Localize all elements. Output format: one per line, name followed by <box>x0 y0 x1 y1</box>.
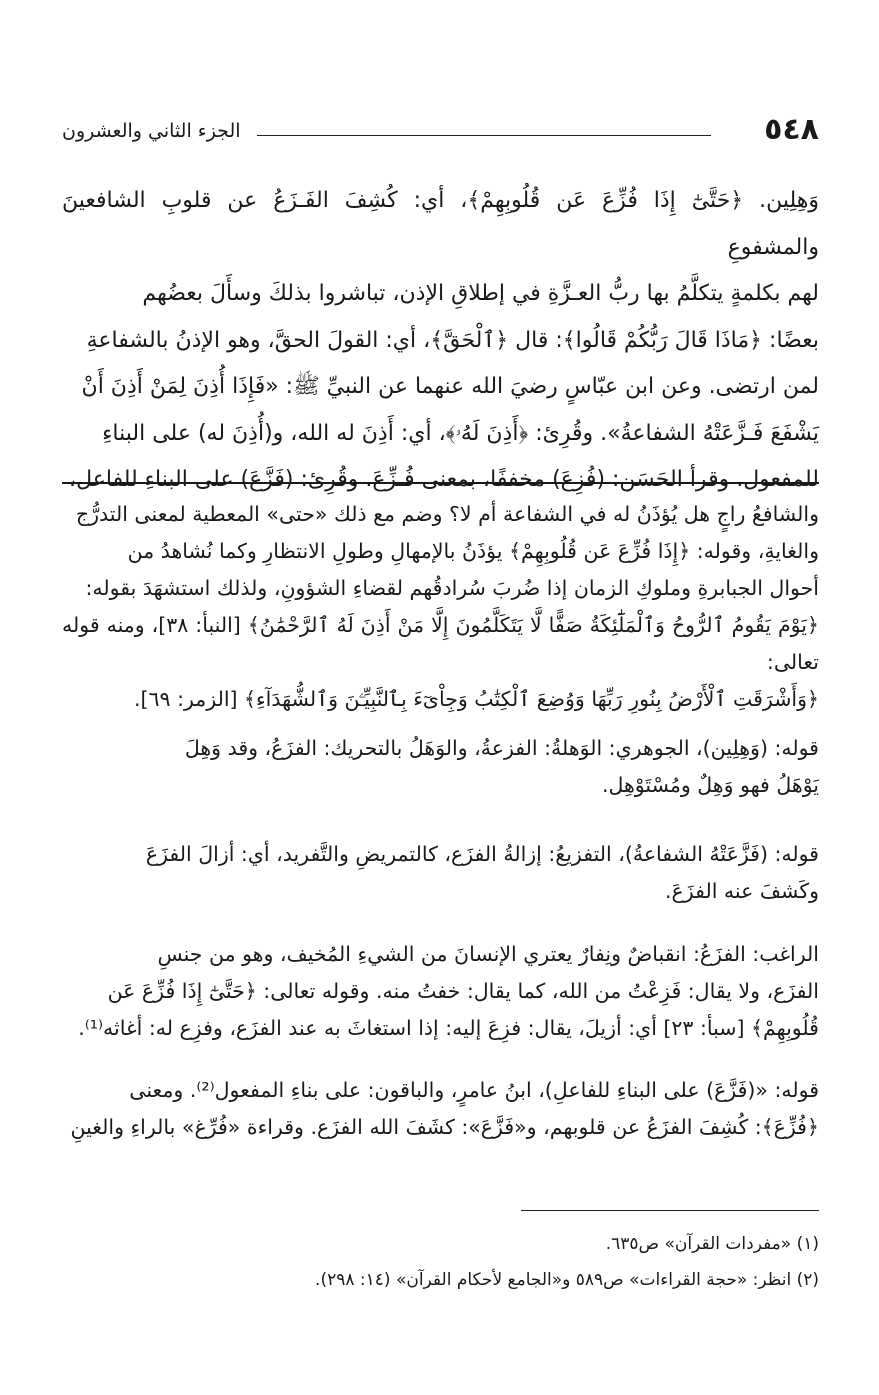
commentary-line: قوله: (وَهِلِين)، الجوهري: الوَهلةُ: الفزعةُ، والوَهَلُ بالتحريك: الفزَعُ، وقد وَهِلَ <box>184 736 819 760</box>
commentary-line: ﴿يَوْمَ يَقُومُ ٱلرُّوحُ وَٱلْمَلَٰٓئِكَةُ صَفًّا لَّا يَتَكَلَّمُونَ إِلَّا مَنْ أَذِنَ لَهُ ٱلرَّحْمَٰنُ﴾ [النبأ: ٣٨]، ومنه قوله تعالى: <box>62 613 819 674</box>
commentary-line: الراغب: الفزَعُ: انقباضٌ ونِفارٌ يعتري الإنسانَ من الشيءِ المُخيف، وهو من جنسِ <box>157 942 819 966</box>
main-line-4: لمن ارتضى. وعن ابن عبّاسٍ رضيَ الله عنهما عن النبيِّ ﷺ: «فَإِذَا أُذِنَ لِمَنْ أَذِنَ أَنْ <box>81 374 819 399</box>
footnote-1: (١) «مفردات القرآن» ص٦٣٥. <box>605 1234 819 1254</box>
commentary-line: قوله: «(فَزَّعَ) على البناءِ للفاعلِ)، ابنُ عامرٍ، والباقون: على بناءِ المفعول⁽²⁾. ومعنى <box>129 1078 819 1102</box>
section-divider <box>62 482 819 484</box>
running-title: الجزء الثاني والعشرون <box>62 120 241 142</box>
main-line-5: يَشْفَعَ فَـزَّعَتْهُ الشفاعةُ». وقُرِئ: ﴿أَذِنَ لَهُۥ﴾، أي: أَذِنَ له الله، و(أُذِنَ له) على البناءِ <box>102 420 819 446</box>
commentary-line: الفزَع، ولا يقال: فَزِعْتُ من الله، كما يقال: خفتُ منه. وقوله تعالى: ﴿حَتَّىٰٓ إِذَا فُزِّعَ عَن <box>107 979 819 1003</box>
commentary-line: ﴿فُزِّعَ﴾: كُشِفَ الفزَعُ عن قلوبهم، و«فَزَّعَ»: كشَفَ الله الفزَع. وقراءة «فُرِّغ» بالراءِ والغينِ <box>70 1115 819 1139</box>
commentary-paragraph-5 <box>62 1072 819 1146</box>
commentary-line: وكَشفَ عنه الفزَعَ. <box>665 879 819 903</box>
commentary-line: قُلُوبِهِمْ﴾ [سبأ: ٢٣] أي: أزيلَ، يقال: فزِعَ إليه: إذا استغاثَ به عند الفزَع، وفزِع له: أغاثه⁽¹⁾. <box>78 1016 819 1040</box>
commentary-line: يَوْهَلُ فهو وَهِلٌ ومُسْتَوْهِل. <box>601 773 819 797</box>
footnotes <box>62 1226 819 1298</box>
main-line-6: للمفعول. وقرأ الحَسَن: (فُزِعَ) مخففًا، بمعنى فُـزِّعَ. وقُرِئ: (فَزَّعَ) على البناءِ للفاعل، <box>68 467 819 492</box>
commentary-paragraph-4 <box>62 936 819 1047</box>
page-number: ٥٤٨ <box>764 112 819 147</box>
main-line-2: لهم بكلمةٍ يتكلَّمُ بها ربُّ العـزَّةِ في إطلاقِ الإذن، تباشروا بذلكَ وسأَلَ بعضُهم <box>142 281 819 306</box>
commentary-paragraph-3 <box>62 836 819 910</box>
commentary-line: قوله: (فَزَّعَتْهُ الشفاعةُ)، التفزيعُ: إزالةُ الفزَع، كالتمريضِ والتَّفريد، أي: أزالَ الفزَعَ <box>145 842 819 866</box>
commentary-line: أحوال الجبابرةِ وملوكِ الزمان إذا ضُربَ سُرادقُهم لقضاءِ الشؤونِ، ولذلك استشهَدَ بقوله: <box>85 576 819 600</box>
footnote-rule <box>521 1210 819 1211</box>
commentary-line: ﴿وَأَشْرَقَتِ ٱلْأَرْضُ بِنُورِ رَبِّهَا وَوُضِعَ ٱلْكِتَٰبُ وَجِاْىٓءَ بِٱلنَّبِيِّـۧنَ وَٱلشُّهَدَآءِ﴾ [الزمر: ٦٩]. <box>134 687 819 711</box>
main-line-1: وَهِلِين. ﴿حَتَّىٰٓ إِذَا فُزِّعَ عَن قُلُوبِهِمْ﴾، أي: كُشِفَ الفَـزَعُ عن قلوبِ الشافعينَ والمشفوعِ <box>62 188 819 260</box>
main-text <box>62 178 819 504</box>
commentary-line: والغايةِ، وقوله: ﴿إِذَا فُزِّعَ عَن قُلُوبِهِمْ﴾ يؤذَنُ بالإمهالِ وطولِ الانتظارِ وكما نُشاهدُ من <box>127 539 819 563</box>
footnote-2: (٢) انظر: «حجة القراءات» ص٥٨٩ و«الجامع لأحكام القرآن» (١٤: ٢٩٨). <box>315 1270 819 1290</box>
commentary-paragraph-1 <box>62 496 819 718</box>
page-header <box>62 112 819 150</box>
main-line-3: بعضًا: ﴿مَاذَا قَالَ رَبُّكُمْ قَالُوا﴾: قال ﴿ٱلْحَقَّ﴾، أي: القولَ الحقَّ، وهو الإذنُ بالشفاعةِ <box>86 327 819 353</box>
header-rule <box>257 135 711 136</box>
commentary-line: والشافعُ راجٍ هل يُؤذَنُ له في الشفاعة أم لا؟ وضم مع ذلك «حتى» المعطية لمعنى التدرُّج <box>75 502 819 526</box>
commentary-paragraph-2 <box>62 730 819 804</box>
